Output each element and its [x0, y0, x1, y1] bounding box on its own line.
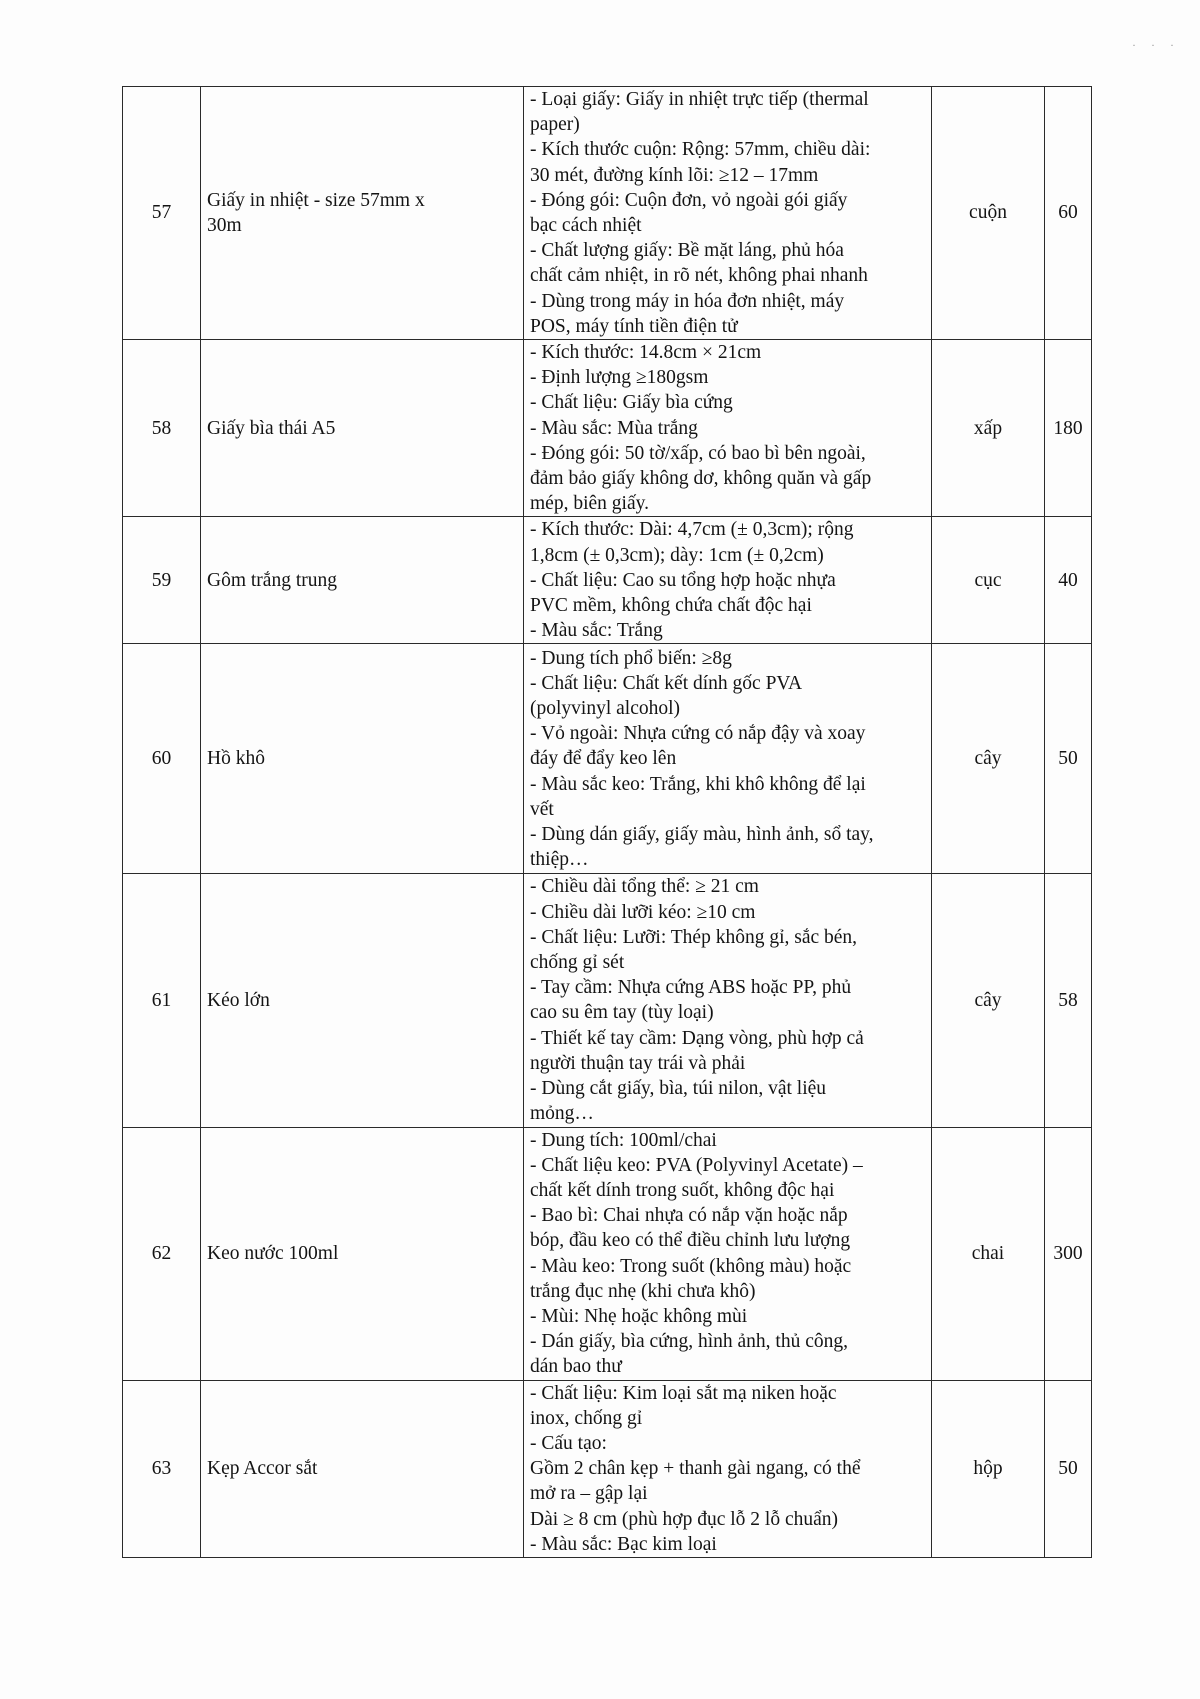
spec-line: Gồm 2 chân kẹp + thanh gài ngang, có thể — [530, 1458, 861, 1480]
table-row — [123, 1380, 1092, 1557]
spec-line: - Chất liệu: Cao su tổng hợp hoặc nhựa — [530, 569, 836, 591]
spec-line: - Chất liệu: Giấy bìa cứng — [530, 392, 733, 414]
spec-line: - Kích thước cuộn: Rộng: 57mm, chiều dài: — [530, 139, 871, 161]
spec-line: mỏng… — [530, 1103, 594, 1125]
unit-cell: cuộn — [932, 87, 1045, 340]
item-name-line: Kẹp Accor sắt — [207, 1458, 318, 1480]
spec-line: - Màu keo: Trong suốt (không màu) hoặc — [530, 1255, 852, 1277]
unit-cell: cục — [932, 517, 1045, 644]
spec-line: - Loại giấy: Giấy in nhiệt trực tiếp (thermal — [530, 89, 869, 110]
spec-line: bạc cách nhiệt — [530, 215, 642, 237]
item-spec-cell — [524, 644, 932, 874]
item-name-cell — [201, 87, 524, 340]
spec-line: - Chiều dài tổng thể: ≥ 21 cm — [530, 876, 759, 898]
spec-line: - Dùng cắt giấy, bìa, túi nilon, vật liệu — [530, 1078, 827, 1100]
row-number-cell: 63 — [123, 1380, 201, 1557]
spec-line: đảm bảo giấy không dơ, không quăn và gấp — [530, 468, 872, 490]
spec-line: - Mùi: Nhẹ hoặc không mùi — [530, 1305, 748, 1327]
spec-line: 1,8cm (± 0,3cm); dày: 1cm (± 0,2cm) — [530, 544, 824, 566]
quantity-cell: 60 — [1045, 87, 1092, 340]
spec-line: inox, chống gỉ — [530, 1407, 643, 1429]
spec-line: - Kích thước: Dài: 4,7cm (± 0,3cm); rộng — [530, 519, 854, 541]
spec-line: paper) — [530, 114, 580, 136]
spec-line: người thuận tay trái và phải — [530, 1052, 746, 1074]
spec-line: - Dung tích: 100ml/chai — [530, 1129, 717, 1151]
spec-line: - Kích thước: 14.8cm × 21cm — [530, 342, 762, 364]
spec-line: - Chất liệu: Kim loại sắt mạ niken hoặc — [530, 1382, 837, 1404]
spec-line: - Chất liệu keo: PVA (Polyvinyl Acetate) – — [530, 1154, 863, 1176]
spec-line: Dài ≥ 8 cm (phù hợp đục lỗ 2 lỗ chuẩn) — [530, 1508, 839, 1530]
spec-line: thiệp… — [530, 849, 589, 871]
table-body — [123, 87, 1092, 1558]
spec-line: - Màu sắc: Bạc kim loại — [530, 1533, 717, 1555]
scan-marks: · · · — [1132, 38, 1180, 52]
table-row — [123, 874, 1092, 1127]
unit-cell: cây — [932, 644, 1045, 874]
spec-line: - Thiết kế tay cầm: Dạng vòng, phù hợp cả — [530, 1027, 864, 1049]
row-number-cell: 59 — [123, 517, 201, 644]
unit-cell: xấp — [932, 340, 1045, 517]
spec-line: cao su êm tay (tùy loại) — [530, 1002, 714, 1024]
table-row — [123, 87, 1092, 340]
item-name-line: Hồ khô — [207, 748, 265, 770]
spec-line: mép, biên giấy. — [530, 493, 649, 515]
spec-line: - Bao bì: Chai nhựa có nắp vặn hoặc nắp — [530, 1205, 848, 1227]
quantity-cell: 300 — [1045, 1127, 1092, 1380]
unit-cell: cây — [932, 874, 1045, 1127]
item-name-cell — [201, 517, 524, 644]
table-row — [123, 517, 1092, 644]
item-name-line: Kéo lớn — [207, 989, 270, 1011]
spec-line: - Đóng gói: 50 tờ/xấp, có bao bì bên ngoài, — [530, 442, 866, 464]
spec-line: - Dùng trong máy in hóa đơn nhiệt, máy — [530, 290, 845, 312]
item-spec-cell — [524, 517, 932, 644]
spec-line: - Đóng gói: Cuộn đơn, vỏ ngoài gói giấy — [530, 189, 848, 211]
table-row — [123, 1127, 1092, 1380]
spec-line: chống gỉ sét — [530, 952, 625, 974]
unit-cell: chai — [932, 1127, 1045, 1380]
row-number-cell: 62 — [123, 1127, 201, 1380]
spec-line: - Dán giấy, bìa cứng, hình ảnh, thủ công, — [530, 1331, 848, 1353]
spec-line: - Chất liệu: Chất kết dính gốc PVA — [530, 672, 803, 694]
item-spec-cell — [524, 1380, 932, 1557]
quantity-cell: 180 — [1045, 340, 1092, 517]
spec-line: - Chất liệu: Lưỡi: Thép không gỉ, sắc bén, — [530, 926, 858, 948]
spec-line: POS, máy tính tiền điện tử — [530, 315, 738, 337]
spec-line: bóp, đầu keo có thể điều chỉnh lưu lượng — [530, 1230, 851, 1252]
row-number-cell: 58 — [123, 340, 201, 517]
item-spec-cell — [524, 874, 932, 1127]
spec-line: - Chiều dài lưỡi kéo: ≥10 cm — [530, 901, 756, 923]
row-number-cell: 60 — [123, 644, 201, 874]
spec-line: - Chất lượng giấy: Bề mặt láng, phủ hóa — [530, 240, 844, 262]
item-name-line: Keo nước 100ml — [207, 1242, 339, 1264]
item-name-line: Giấy in nhiệt - size 57mm x — [207, 189, 425, 211]
item-name-cell — [201, 1380, 524, 1557]
spec-line: - Dùng dán giấy, giấy màu, hình ảnh, sổ tay, — [530, 823, 874, 845]
spec-line: - Cấu tạo: — [530, 1432, 607, 1454]
item-name-line: Giấy bìa thái A5 — [207, 417, 336, 439]
spec-line: - Màu sắc: Mùa trắng — [530, 417, 698, 439]
spec-line: trắng đục nhẹ (khi chưa khô) — [530, 1280, 756, 1302]
spec-line: - Dung tích phổ biến: ≥8g — [530, 647, 732, 669]
spec-line: - Màu sắc keo: Trắng, khi khô không để lại — [530, 773, 866, 795]
spec-line: dán bao thư — [530, 1356, 622, 1378]
product-spec-table — [122, 86, 1092, 1558]
spec-line: vết — [530, 798, 554, 820]
spec-line: PVC mềm, không chứa chất độc hại — [530, 595, 812, 617]
unit-cell: hộp — [932, 1380, 1045, 1557]
item-spec-cell — [524, 87, 932, 340]
spec-line: - Màu sắc: Trắng — [530, 620, 663, 642]
spec-line: chất cảm nhiệt, in rõ nét, không phai nhanh — [530, 265, 868, 287]
spec-line: chất kết dính trong suốt, không độc hại — [530, 1179, 835, 1201]
item-spec-cell — [524, 1127, 932, 1380]
table-row — [123, 340, 1092, 517]
item-name-line: Gôm trắng trung — [207, 569, 337, 591]
item-name-cell — [201, 874, 524, 1127]
item-name-cell — [201, 644, 524, 874]
row-number-cell: 61 — [123, 874, 201, 1127]
item-name-line: 30m — [207, 215, 242, 237]
table-row — [123, 644, 1092, 874]
item-name-cell — [201, 340, 524, 517]
spec-line: đáy để đẩy keo lên — [530, 748, 677, 770]
quantity-cell: 50 — [1045, 644, 1092, 874]
spec-line: 30 mét, đường kính lõi: ≥12 – 17mm — [530, 164, 819, 186]
spec-line: - Vỏ ngoài: Nhựa cứng có nắp đậy và xoay — [530, 723, 866, 745]
spec-line: mở ra – gập lại — [530, 1483, 648, 1505]
quantity-cell: 40 — [1045, 517, 1092, 644]
spec-line: (polyvinyl alcohol) — [530, 697, 681, 719]
row-number-cell: 57 — [123, 87, 201, 340]
quantity-cell: 50 — [1045, 1380, 1092, 1557]
item-spec-cell — [524, 340, 932, 517]
spec-line: - Tay cầm: Nhựa cứng ABS hoặc PP, phủ — [530, 977, 852, 999]
quantity-cell: 58 — [1045, 874, 1092, 1127]
item-name-cell — [201, 1127, 524, 1380]
spec-line: - Định lượng ≥180gsm — [530, 367, 709, 389]
